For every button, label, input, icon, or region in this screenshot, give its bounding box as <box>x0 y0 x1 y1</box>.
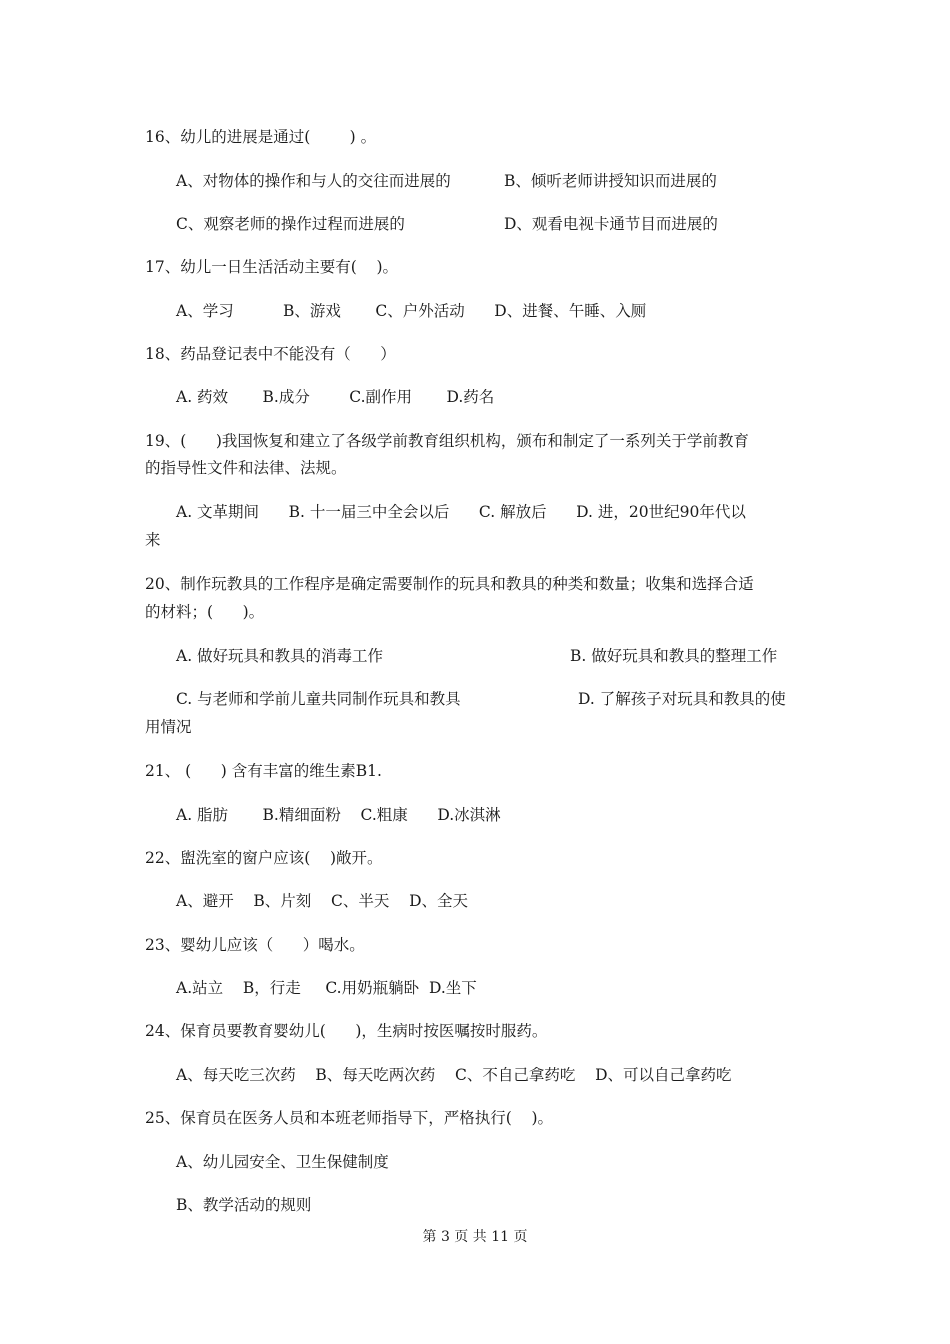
question-20-option-a: A. 做好玩具和教具的消毒工作 <box>176 647 384 665</box>
question-17-options: A、学习 B、游戏 C、户外活动 D、进餐、午睡、入厕 <box>176 302 647 320</box>
question-22-options: A、避开 B、片刻 C、半天 D、全天 <box>176 892 468 910</box>
question-25-option-a: A、幼儿园安全、卫生保健制度 <box>176 1153 389 1171</box>
question-22-stem: 22、盥洗室的窗户应该( )敞开。 <box>145 849 383 867</box>
question-19-stem-line2: 的指导性文件和法律、法规。 <box>145 459 347 477</box>
question-20-option-d-continued: 用情况 <box>145 718 192 736</box>
question-24-options: A、每天吃三次药 B、每天吃两次药 C、不自己拿药吃 D、可以自己拿药吃 <box>176 1066 732 1084</box>
question-20-option-d: D. 了解孩子对玩具和教具的使 <box>578 690 786 708</box>
question-25-option-b: B、教学活动的规则 <box>176 1196 312 1214</box>
question-16-stem: 16、幼儿的进展是通过( ) 。 <box>145 128 377 146</box>
question-17-stem: 17、幼儿一日生活活动主要有( )。 <box>145 258 399 276</box>
question-18-stem: 18、药品登记表中不能没有（ ） <box>145 345 396 363</box>
question-16-option-c: C、观察老师的操作过程而进展的 <box>176 215 405 233</box>
question-18-options: A. 药效 B.成分 C.副作用 D.药名 <box>176 388 495 406</box>
question-21-options: A. 脂肪 B.精细面粉 C.粗康 D.冰淇淋 <box>176 806 501 824</box>
question-21-stem: 21、 ( ) 含有丰富的维生素B1. <box>145 762 382 780</box>
question-19-options-line1: A. 文革期间 B. 十一届三中全会以后 C. 解放后 D. 进，20世纪90年代以 <box>176 503 746 521</box>
question-19-stem-line1: 19、( )我国恢复和建立了各级学前教育组织机构，颁布和制定了一系列关于学前教育 <box>145 432 749 450</box>
question-20-stem-line1: 20、制作玩教具的工作程序是确定需要制作的玩具和教具的种类和数量；收集和选择合适 <box>145 575 754 593</box>
question-23-stem: 23、婴幼儿应该（ ）喝水。 <box>145 936 365 954</box>
question-16-option-b: B、倾听老师讲授知识而进展的 <box>504 172 717 190</box>
page-number-footer: 第 3 页 共 11 页 <box>422 1229 528 1245</box>
question-20-stem-line2: 的材料；( )。 <box>145 603 265 621</box>
question-25-stem: 25、保育员在医务人员和本班老师指导下，严格执行( )。 <box>145 1109 554 1127</box>
question-19-options-line2: 来 <box>145 531 161 549</box>
question-16-option-d: D、观看电视卡通节目而进展的 <box>504 215 718 233</box>
question-16-option-a: A、对物体的操作和与人的交往而进展的 <box>176 172 451 190</box>
question-20-option-c: C. 与老师和学前儿童共同制作玩具和教具 <box>176 690 461 708</box>
question-20-option-b: B. 做好玩具和教具的整理工作 <box>570 647 778 665</box>
question-23-options: A.站立 B，行走 C.用奶瓶躺卧 D.坐下 <box>176 979 477 997</box>
question-24-stem: 24、保育员要教育婴幼儿( )，生病时按医嘱按时服药。 <box>145 1022 548 1040</box>
